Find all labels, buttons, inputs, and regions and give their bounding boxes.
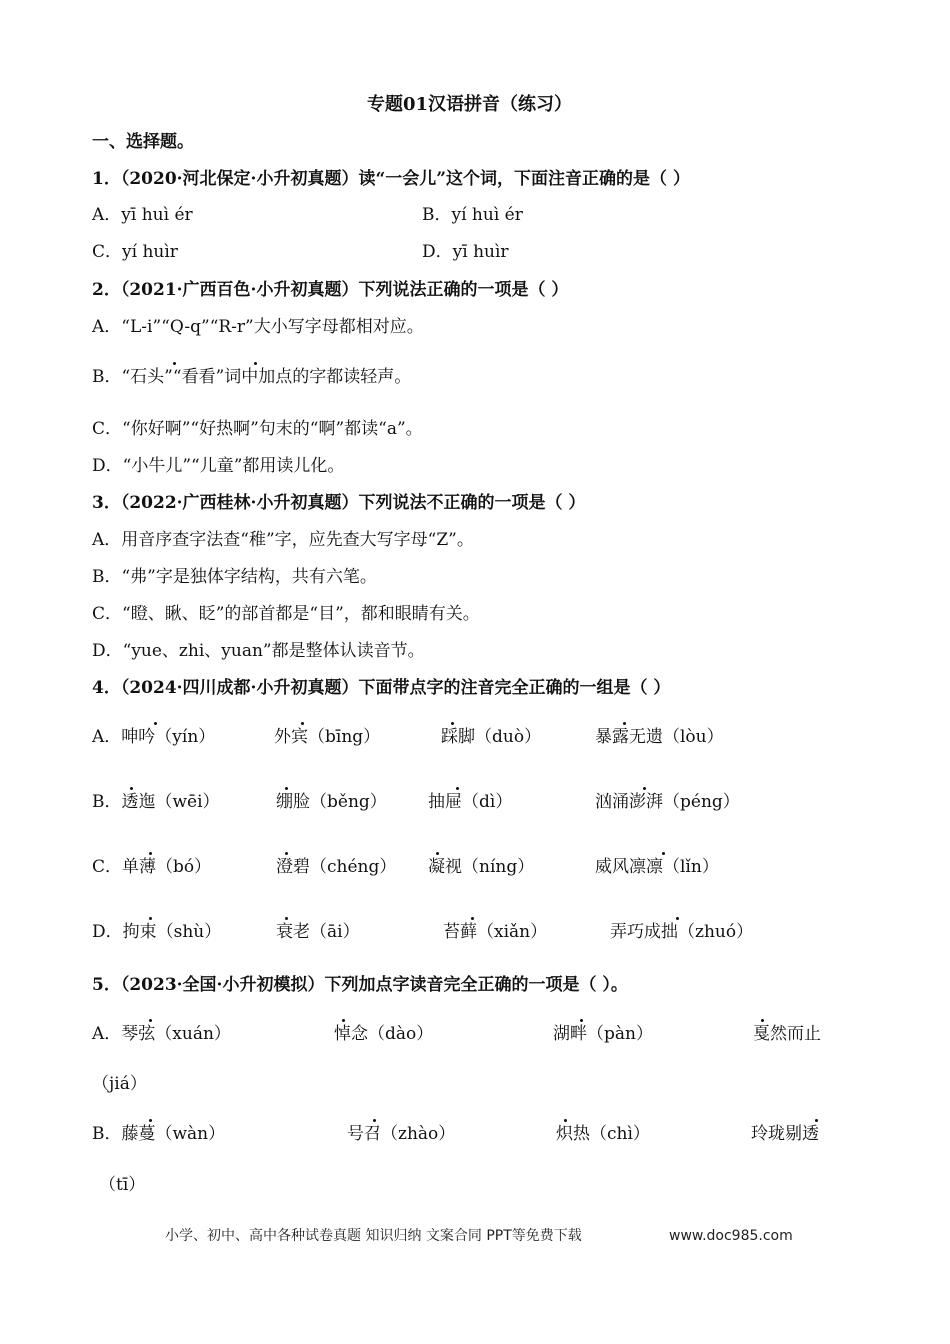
question-3-stem: 3．（2022·广西桂林·小升初真题）下列说法不正确的一项是（ ） — [92, 493, 586, 513]
question-3-option-b[interactable]: B．“弗”字是独体字结构，共有六笔。 — [92, 567, 377, 587]
emphasis-dot — [662, 852, 665, 855]
emphasis-dot — [285, 917, 288, 920]
question-3-option-c[interactable]: C．“瞪、瞅、眨”的部首都是“目”，都和眼睛有关。 — [92, 604, 480, 624]
question-4-option-c[interactable]: C．单薄（bó） — [92, 857, 212, 877]
question-5-word: 炽热（chì） — [556, 1124, 650, 1144]
question-2-option-b[interactable]: B．“石头”“看看”词中加点的字都读轻声。 — [92, 367, 412, 387]
question-4-word: 外宾（bīng） — [274, 727, 381, 747]
question-3-option-d[interactable]: D．“yue、zhi、yuan”都是整体认读音节。 — [92, 641, 425, 661]
question-5-word: 玲珑剔透 — [751, 1124, 819, 1144]
emphasis-dot — [130, 787, 133, 790]
question-4-word: 绷脸（běng） — [276, 792, 387, 812]
question-4-word: 苔藓（xiǎn） — [443, 922, 548, 942]
question-1-option-a[interactable]: A．yī huì ér — [92, 205, 193, 225]
question-1-option-d[interactable]: D．yī huìr — [422, 242, 509, 262]
page-title: 专题01汉语拼音（练习） — [367, 94, 573, 115]
question-2-option-c[interactable]: C．“你好啊”“好热啊”句末的“啊”都读“a”。 — [92, 419, 423, 439]
emphasis-dot — [643, 787, 646, 790]
emphasis-dot — [623, 722, 626, 725]
question-5-word: 戛然而止 — [753, 1024, 821, 1044]
question-4-word: 汹涌澎湃（péng） — [595, 792, 740, 812]
question-4-word: 凝视（níng） — [428, 857, 535, 877]
question-1-option-b[interactable]: B．yí huì ér — [422, 205, 523, 225]
question-2-stem: 2．（2021·广西百色·小升初真题）下列说法正确的一项是（ ） — [92, 280, 569, 300]
emphasis-dot — [285, 852, 288, 855]
question-1-option-c[interactable]: C．yí huìr — [92, 242, 178, 262]
question-4-word: 澄碧（chéng） — [276, 857, 397, 877]
section-heading: 一、选择题。 — [92, 132, 194, 152]
emphasis-dot — [149, 852, 152, 855]
emphasis-dot — [149, 917, 152, 920]
emphasis-dot — [285, 787, 288, 790]
question-5-continuation: （jiá） — [92, 1074, 147, 1094]
question-5-word: 湖畔（pàn） — [553, 1024, 653, 1044]
emphasis-dot — [301, 722, 304, 725]
question-4-option-a[interactable]: A．呻吟（yín） — [92, 727, 216, 747]
question-5-stem: 5．（2023·全国·小升初模拟）下列加点字读音完全正确的一项是（ ）。 — [92, 975, 628, 995]
question-4-option-d[interactable]: D．拘束（shù） — [92, 922, 222, 942]
emphasis-dot — [373, 1119, 376, 1122]
question-4-option-b[interactable]: B．透迤（wēi） — [92, 792, 220, 812]
question-5-option-b[interactable]: B．藤蔓（wàn） — [92, 1124, 226, 1144]
emphasis-dot — [149, 1119, 152, 1122]
emphasis-dot — [761, 1019, 764, 1022]
emphasis-dot — [580, 1019, 583, 1022]
question-4-word: 踩脚（duò） — [441, 727, 542, 747]
emphasis-dot — [676, 917, 679, 920]
question-4-word: 衰老（āi） — [276, 922, 360, 942]
question-2-option-a[interactable]: A．“L-i”“Q-q”“R-r”大小写字母都相对应。 — [92, 317, 424, 337]
question-4-word: 抽屉（dì） — [428, 792, 513, 812]
question-1-stem: 1．（2020·河北保定·小升初真题）读“一会儿”这个词，下面注音正确的是（ ） — [92, 169, 690, 189]
question-5-word: 悼念（dào） — [334, 1024, 434, 1044]
emphasis-dot — [254, 362, 257, 365]
question-4-stem: 4．（2024·四川成都·小升初真题）下面带点字的注音完全正确的一组是（ ） — [92, 678, 671, 698]
question-2-option-d[interactable]: D．“小牛儿”“儿童”都用读儿化。 — [92, 456, 345, 476]
footer-text: 小学、初中、高中各种试卷真题 知识归纳 文案合同 PPT等免费下载 — [165, 1228, 582, 1244]
emphasis-dot — [436, 852, 439, 855]
question-4-word: 弄巧成拙（zhuó） — [610, 922, 754, 942]
question-3-option-a[interactable]: A．用音序查字法查“稚”字，应先查大写字母“Z”。 — [92, 530, 474, 550]
emphasis-dot — [173, 362, 176, 365]
emphasis-dot — [471, 917, 474, 920]
emphasis-dot — [456, 787, 459, 790]
emphasis-dot — [154, 722, 157, 725]
emphasis-dot — [149, 1019, 152, 1022]
emphasis-dot — [342, 1019, 345, 1022]
footer-link[interactable]: www.doc985.com — [669, 1228, 793, 1244]
question-5-option-a[interactable]: A．琴弦（xuán） — [92, 1024, 231, 1044]
question-4-word: 威风凛凛（lǐn） — [595, 857, 719, 877]
emphasis-dot — [815, 1119, 818, 1122]
question-5-word: 号召（zhào） — [347, 1124, 456, 1144]
emphasis-dot — [451, 722, 454, 725]
question-4-word: 暴露无遗（lòu） — [595, 727, 724, 747]
emphasis-dot — [564, 1119, 567, 1122]
question-5-continuation: （tī） — [99, 1175, 146, 1195]
